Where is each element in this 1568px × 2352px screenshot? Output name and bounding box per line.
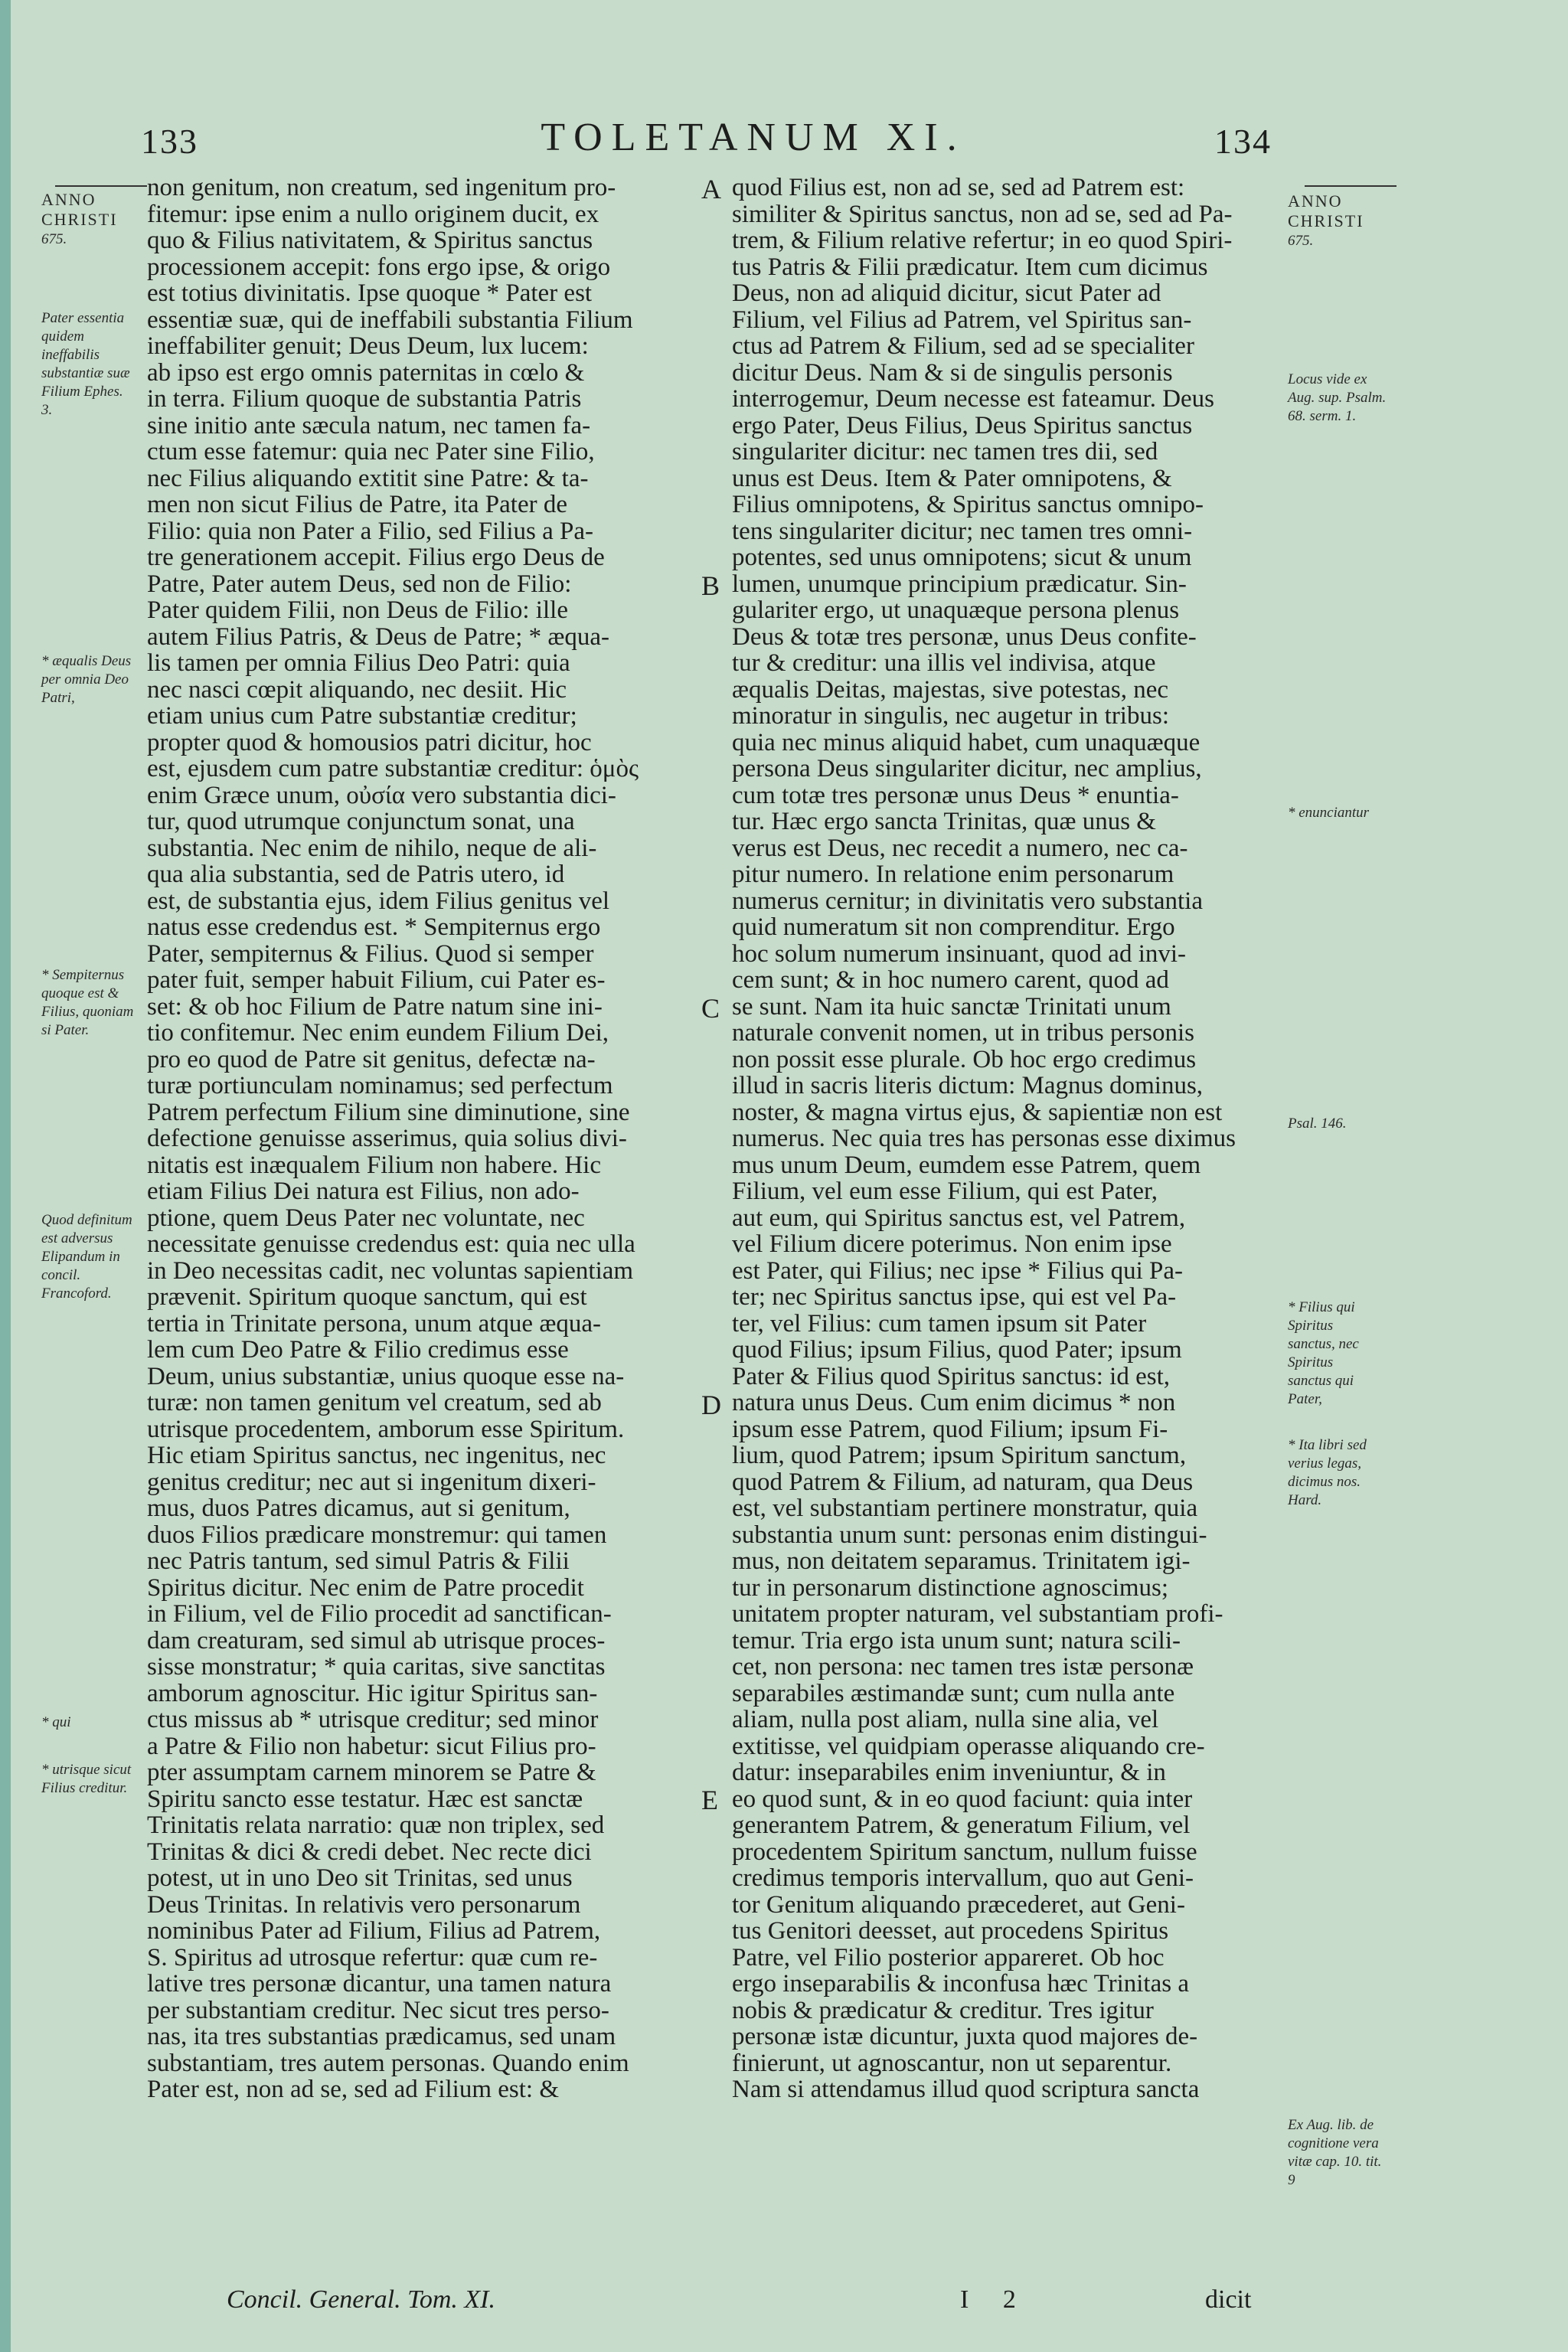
text-line: S. Spiritus ad utrosque refertur: quæ cum re- xyxy=(147,1944,598,1971)
text-line: quod Filius; ipsum Filius, quod Pater; ipsum xyxy=(732,1337,1182,1364)
text-line: lumen, unumque principium prædicatur. Sin- xyxy=(732,570,1187,597)
text-line: tens singulariter dicitur; nec tamen tres omni- xyxy=(732,518,1193,544)
text-line: separabiles æstimandæ sunt; cum nulla ante xyxy=(732,1680,1175,1707)
text-line: est, vel substantiam pertinere monstratur, quia xyxy=(732,1495,1198,1522)
text-line: vel Filium dicere poterimus. Non enim ipse xyxy=(732,1231,1172,1258)
text-line: cem sunt; & in hoc numero carent, quod ad xyxy=(732,967,1169,994)
text-line: tur, quod utrumque conjunctum sonat, una xyxy=(147,808,575,835)
text-line: etiam unius cum Patre substantiæ creditur; xyxy=(147,703,577,730)
text-line: dam creaturam, sed simul ab utrisque proces- xyxy=(147,1627,606,1654)
text-line: Hic etiam Spiritus sanctus, nec ingenitus, nec xyxy=(147,1442,606,1469)
text-line: non genitum, non creatum, sed ingenitum pro- xyxy=(147,175,616,201)
signature-mark: I 2 xyxy=(960,2285,1030,2314)
text-line: natura unus Deus. Cum enim dicimus * non xyxy=(732,1390,1176,1416)
header-rule-left xyxy=(55,185,147,187)
margin-note: * Filius qui Spiritus sanctus, nec Spiritus sanctus qui Pater, xyxy=(1288,1299,1359,1407)
text-line: duos Filios prædicare monstremur: qui tamen xyxy=(147,1521,607,1548)
text-line: nominibus Pater ad Filium, Filius ad Patrem, xyxy=(147,1918,601,1945)
text-line: mus unum Deum, eumdem esse Patrem, quem xyxy=(732,1152,1201,1178)
text-line: substantia unum sunt: personas enim distingui- xyxy=(732,1521,1207,1548)
text-line: tur in personarum distinctione agnoscimus; xyxy=(732,1574,1169,1601)
text-line: procedentem Spiritum sanctum, nullum fuisse xyxy=(732,1838,1197,1865)
text-line: temur. Tria ergo ista unum sunt; natura scili- xyxy=(732,1627,1181,1654)
running-title: TOLETANUM XI. xyxy=(541,116,966,159)
text-line: set: & ob hoc Filium de Patre natum sine ini- xyxy=(147,993,603,1020)
page-header xyxy=(11,115,1568,168)
text-line: processionem accepit: fons ergo ipse, & origo xyxy=(147,253,611,280)
anno-christi-left xyxy=(41,190,156,250)
text-line: turæ: non tamen genitum vel creatum, sed ab xyxy=(147,1390,602,1416)
text-line: ter; nec Spiritus sanctus ipse, qui est vel Pa- xyxy=(732,1284,1177,1311)
text-line: aliam, nulla post aliam, nulla sine alia, vel xyxy=(732,1707,1159,1733)
text-line: non possit esse plurale. Ob hoc ergo credimus xyxy=(732,1046,1197,1073)
right-column-text xyxy=(732,175,1285,2103)
text-line: sine initio ante sæcula natum, nec tamen fa- xyxy=(147,412,591,439)
text-line: ipsum esse Patrem, quod Filium; ipsum Fi- xyxy=(732,1416,1168,1442)
text-line: enim Græce unum, οὐσία vero substantia dici- xyxy=(147,782,616,808)
left-column-text xyxy=(147,175,698,2103)
text-line: pro eo quod de Patre sit genitus, defectæ na- xyxy=(147,1046,596,1073)
text-line: etiam Filius Dei natura est Filius, non ado- xyxy=(147,1178,580,1205)
anno-year: 675. xyxy=(41,231,67,247)
text-line: est totius divinitatis. Ipse quoque * Pater est xyxy=(147,280,593,307)
section-marker-a: A xyxy=(701,174,721,204)
text-line: tio confitemur. Nec enim eundem Filium Dei, xyxy=(147,1020,609,1047)
text-line: hoc solum numerum insinuant, quod ad invi- xyxy=(732,940,1187,967)
section-marker-d: D xyxy=(701,1390,721,1420)
text-line: numerus. Nec quia tres has personas esse diximus xyxy=(732,1125,1236,1152)
catchword: dicit xyxy=(1205,2285,1252,2314)
text-line: Patre, Pater autem Deus, sed non de Filio: xyxy=(147,570,572,597)
text-line: trem, & Filium relative refertur; in eo quod Spiri- xyxy=(732,227,1233,254)
anno-label: ANNO xyxy=(41,190,96,209)
text-line: turæ portiunculam nominamus; sed perfectum xyxy=(147,1073,613,1099)
text-line: nec Filius aliquando extitit sine Patre: & ta- xyxy=(147,465,589,492)
text-line: necessitate genuisse credendus est: quia nec ulla xyxy=(147,1231,635,1258)
anno-label: ANNO xyxy=(1288,191,1343,211)
text-line: singulariter dicitur: nec tamen tres dii, sed xyxy=(732,439,1158,466)
text-line: nec nasci cœpit aliquando, nec desiit. Hic xyxy=(147,676,567,703)
text-line: lis tamen per omnia Filius Deo Patri: quia xyxy=(147,650,570,677)
text-line: generantem Patrem, & generatum Filium, vel xyxy=(732,1812,1191,1839)
text-line: ctum esse fatemur: quia nec Pater sine Filio, xyxy=(147,439,595,466)
text-line: Pater quidem Filii, non Deus de Filio: ille xyxy=(147,597,568,624)
text-line: potest, ut in uno Deo sit Trinitas, sed unus xyxy=(147,1865,573,1892)
text-line: potentes, sed unus omnipotens; sicut & unum xyxy=(732,544,1192,571)
text-line: finierunt, ut agnoscantur, non ut separentur. xyxy=(732,2050,1172,2076)
text-line: ergo Pater, Deus Filius, Deus Spiritus sanctus xyxy=(732,412,1193,439)
text-line: defectione genuisse asserimus, quia solius divi- xyxy=(147,1125,627,1152)
book-page xyxy=(11,0,1568,2352)
text-line: persona Deus singulariter dicitur, nec amplius, xyxy=(732,756,1202,782)
text-line: tur & creditur: una illis vel indivisa, atque xyxy=(732,650,1156,677)
text-line: Deus, non ad aliquid dicitur, sicut Pater ad xyxy=(732,280,1161,307)
text-line: æqualis Deitas, majestas, sive potestas, nec xyxy=(732,676,1169,703)
margin-note: Ex Aug. lib. de cognitione vera vitæ cap. 10. tit. 9 xyxy=(1288,2117,1382,2188)
text-line: Spiritu sancto esse testatur. Hæc est sanctæ xyxy=(147,1785,583,1812)
anno-christi-right xyxy=(1288,191,1403,251)
text-line: unus est Deus. Item & Pater omnipotens, & xyxy=(732,465,1172,492)
text-line: autem Filius Patris, & Deus de Patre; * æqua- xyxy=(147,623,610,650)
text-line: Filius omnipotens, & Spiritus sanctus omnipo- xyxy=(732,492,1204,518)
text-line: est, ejusdem cum patre substantiæ creditur: ὁμὸς xyxy=(147,756,639,782)
text-line: ter, vel Filius: cum tamen ipsum sit Pater xyxy=(732,1310,1147,1337)
text-line: Spiritus dicitur. Nec enim de Patre procedit xyxy=(147,1574,584,1601)
text-line: datur: inseparabiles enim inveniuntur, & in xyxy=(732,1759,1166,1786)
text-line: interrogemur, Deum necesse est fateamur. Deus xyxy=(732,386,1215,413)
text-line: sisse monstratur; * quia caritas, sive sanctitas xyxy=(147,1654,606,1681)
margin-note: * utrisque sicut Filius creditur. xyxy=(41,1762,132,1796)
text-line: natus esse credendus est. * Sempiternus ergo xyxy=(147,914,601,941)
text-line: aut eum, qui Spiritus sanctus est, vel Patrem, xyxy=(732,1204,1186,1231)
text-line: lative tres personæ dicantur, una tamen natura xyxy=(147,1971,612,1998)
margin-note: * qui xyxy=(41,1714,71,1730)
header-rule-right xyxy=(1305,185,1396,187)
text-line: tus Genitori deesset, aut procedens Spiritus xyxy=(732,1918,1169,1945)
text-line: tertia in Trinitate persona, unum atque æqua- xyxy=(147,1310,601,1337)
text-line: ctus missus ab * utrisque creditur; sed minor xyxy=(147,1707,599,1733)
margin-note: Quod definitum est adversus Elipandum in concil. Francoford. xyxy=(41,1212,132,1302)
text-line: in terra. Filium quoque de substantia Patris xyxy=(147,386,582,413)
text-line: tur. Hæc ergo sancta Trinitas, quæ unus & xyxy=(732,808,1156,835)
section-marker-b: B xyxy=(701,570,720,601)
text-line: Nam si attendamus illud quod scriptura sancta xyxy=(732,2076,1200,2103)
text-line: tor Genitum aliquando præcederet, aut Geni- xyxy=(732,1891,1185,1918)
text-line: mus, non deitatem separamus. Trinitatem igi- xyxy=(732,1548,1191,1575)
text-line: quod Filius est, non ad se, sed ad Patrem est: xyxy=(732,175,1185,201)
section-marker-c: C xyxy=(701,993,720,1024)
text-line: fitemur: ipse enim a nullo originem ducit, ex xyxy=(147,201,599,227)
anno-year: 675. xyxy=(1288,233,1314,249)
text-line: amborum agnoscitur. Hic igitur Spiritus san- xyxy=(147,1680,598,1707)
christi-label: CHRISTI xyxy=(41,210,118,229)
text-line: naturale convenit nomen, ut in tribus personis xyxy=(732,1020,1194,1047)
text-line: cet, non persona: nec tamen tres istæ personæ xyxy=(732,1654,1194,1681)
text-line: nobis & prædicatur & creditur. Tres igitur xyxy=(732,1997,1154,2024)
text-line: genitus creditur; nec aut si ingenitum dixeri- xyxy=(147,1468,596,1495)
text-line: Deus Trinitas. In relativis vero personarum xyxy=(147,1891,581,1918)
text-line: extitisse, vel quidpiam operasse aliquando cre- xyxy=(732,1733,1205,1759)
text-line: propter quod & homousios patri dicitur, hoc xyxy=(147,729,592,756)
text-line: Pater & Filius quod Spiritus sanctus: id est, xyxy=(732,1363,1171,1390)
text-line: Pater est, non ad se, sed ad Filium est: & xyxy=(147,2076,560,2103)
section-marker-e: E xyxy=(701,1785,718,1815)
text-line: substantiam, tres autem personas. Quando enim xyxy=(147,2050,629,2076)
text-line: Deum, unius substantiæ, unius quoque esse na- xyxy=(147,1363,625,1390)
text-line: ctus ad Patrem & Filium, sed ad se specialiter xyxy=(732,333,1194,360)
text-line: Patre, vel Filio posterior appareret. Ob hoc xyxy=(732,1944,1165,1971)
text-line: se sunt. Nam ita huic sanctæ Trinitati unum xyxy=(732,993,1171,1020)
text-line: ab ipso est ergo omnis paternitas in cœlo & xyxy=(147,359,585,386)
text-line: gulariter ergo, ut unaquæque persona plenus xyxy=(732,597,1180,624)
margin-note: * Sempiternus quoque est & Filius, quoniam si Pater. xyxy=(41,967,134,1038)
text-line: Pater, sempiternus & Filius. Quod si semper xyxy=(147,940,594,967)
text-line: numerus cernitur; in divinitatis vero substantia xyxy=(732,887,1203,914)
text-line: nitatis est inæqualem Filium non habere. Hic xyxy=(147,1152,601,1178)
text-line: pter assumptam carnem minorem se Patre & xyxy=(147,1759,596,1786)
text-line: ptione, quem Deus Pater nec voluntate, nec xyxy=(147,1204,585,1231)
text-line: dicitur Deus. Nam & si de singulis personis xyxy=(732,359,1173,386)
text-line: ergo inseparabilis & inconfusa hæc Trinitas a xyxy=(732,1971,1189,1998)
text-line: men non sicut Filius de Patre, ita Pater de xyxy=(147,492,567,518)
text-line: quid numeratum sit non comprenditur. Ergo xyxy=(732,914,1175,941)
text-line: mus, duos Patres dicamus, aut si genitum, xyxy=(147,1495,570,1522)
text-line: tre generationem accepit. Filius ergo Deus de xyxy=(147,544,605,571)
text-line: est Pater, qui Filius; nec ipse * Filius qui Pa- xyxy=(732,1257,1183,1284)
text-line: pitur numero. In relatione enim personarum xyxy=(732,861,1174,888)
text-line: qua alia substantia, sed de Patris utero, id xyxy=(147,861,565,888)
text-line: Filium, vel eum esse Filium, qui est Pater, xyxy=(732,1178,1158,1205)
text-line: Filium, vel Filius ad Patrem, vel Spiritus san- xyxy=(732,306,1192,333)
text-line: est, de substantia ejus, idem Filius genitus vel xyxy=(147,887,610,914)
text-line: cum totæ tres personæ unus Deus * enuntia- xyxy=(732,782,1179,808)
text-line: ineffabiliter genuit; Deus Deum, lux lucem: xyxy=(147,333,589,360)
text-line: unitatem propter naturam, vel substantiam profi- xyxy=(732,1601,1223,1628)
text-line: lem cum Deo Patre & Filio credimus esse xyxy=(147,1337,569,1364)
text-line: personæ istæ dicuntur, juxta quod majores de- xyxy=(732,2024,1198,2050)
text-line: Trinitas & dici & credi debet. Nec recte dici xyxy=(147,1838,592,1865)
text-line: Trinitatis relata narratio: quæ non triplex, sed xyxy=(147,1812,605,1839)
christi-label: CHRISTI xyxy=(1288,211,1364,230)
signature-line: Concil. General. Tom. XI. xyxy=(227,2285,496,2314)
text-line: verus est Deus, nec recedit a numero, nec ca- xyxy=(732,835,1188,861)
text-line: similiter & Spiritus sanctus, non ad se, sed ad Pa- xyxy=(732,201,1233,227)
text-line: a Patre & Filio non habetur: sicut Filius pro- xyxy=(147,1733,596,1759)
text-line: tus Patris & Filii prædicatur. Item cum dicimus xyxy=(732,253,1208,280)
text-line: Deus & totæ tres personæ, unus Deus confite- xyxy=(732,623,1197,650)
margin-note: * Ita libri sed verius legas, dicimus nos. Hard. xyxy=(1288,1437,1367,1508)
text-line: quo & Filius nativitatem, & Spiritus sanctus xyxy=(147,227,593,254)
text-line: eo quod sunt, & in eo quod faciunt: quia inter xyxy=(732,1785,1193,1812)
text-line: prævenit. Spiritum quoque sanctum, qui est xyxy=(147,1284,587,1311)
text-line: credimus temporis intervallum, quo aut Geni- xyxy=(732,1865,1194,1892)
text-line: Patrem perfectum Filium sine diminutione, sine xyxy=(147,1099,630,1125)
text-line: pater fuit, semper habuit Filium, cui Pater es- xyxy=(147,967,606,994)
margin-note: Pater essentia quidem ineffabilis substantiæ suæ Filium Ephes. 3. xyxy=(41,310,130,418)
page-footer xyxy=(11,2285,1568,2324)
text-line: quia nec minus aliquid habet, cum unaquæque xyxy=(732,729,1200,756)
text-line: Filio: quia non Pater a Filio, sed Filius a Pa- xyxy=(147,518,593,544)
text-line: per substantiam creditur. Nec sicut tres perso- xyxy=(147,1997,609,2024)
text-line: minoratur in singulis, nec augetur in tribus: xyxy=(732,703,1169,730)
text-line: nas, ita tres substantias prædicamus, sed unam xyxy=(147,2024,616,2050)
margin-note: * enunciantur xyxy=(1288,805,1370,821)
text-line: in Filium, vel de Filio procedit ad sanctifican- xyxy=(147,1601,612,1628)
text-line: in Deo necessitas cadit, nec voluntas sapientiam xyxy=(147,1257,634,1284)
margin-note: Psal. 146. xyxy=(1288,1116,1347,1132)
page-number-left: 133 xyxy=(141,122,198,161)
text-line: utrisque procedentem, amborum esse Spiritum. xyxy=(147,1416,625,1442)
page-number-right: 134 xyxy=(1214,122,1272,161)
text-line: essentiæ suæ, qui de ineffabili substantia Filium xyxy=(147,306,633,333)
text-line: lium, quod Patrem; ipsum Spiritum sanctum, xyxy=(732,1442,1187,1469)
text-line: nec Patris tantum, sed simul Patris & Filii xyxy=(147,1548,570,1575)
text-line: substantia. Nec enim de nihilo, neque de ali- xyxy=(147,835,597,861)
text-line: quod Patrem & Filium, ad naturam, qua Deus xyxy=(732,1468,1194,1495)
text-line: noster, & magna virtus ejus, & sapientiæ non est xyxy=(732,1099,1223,1125)
text-line: illud in sacris literis dictum: Magnus dominus, xyxy=(732,1073,1204,1099)
margin-note: Locus vide ex Aug. sup. Psalm. 68. serm. 1. xyxy=(1288,371,1387,424)
margin-note: * æqualis Deus per omnia Deo Patri, xyxy=(41,653,132,706)
